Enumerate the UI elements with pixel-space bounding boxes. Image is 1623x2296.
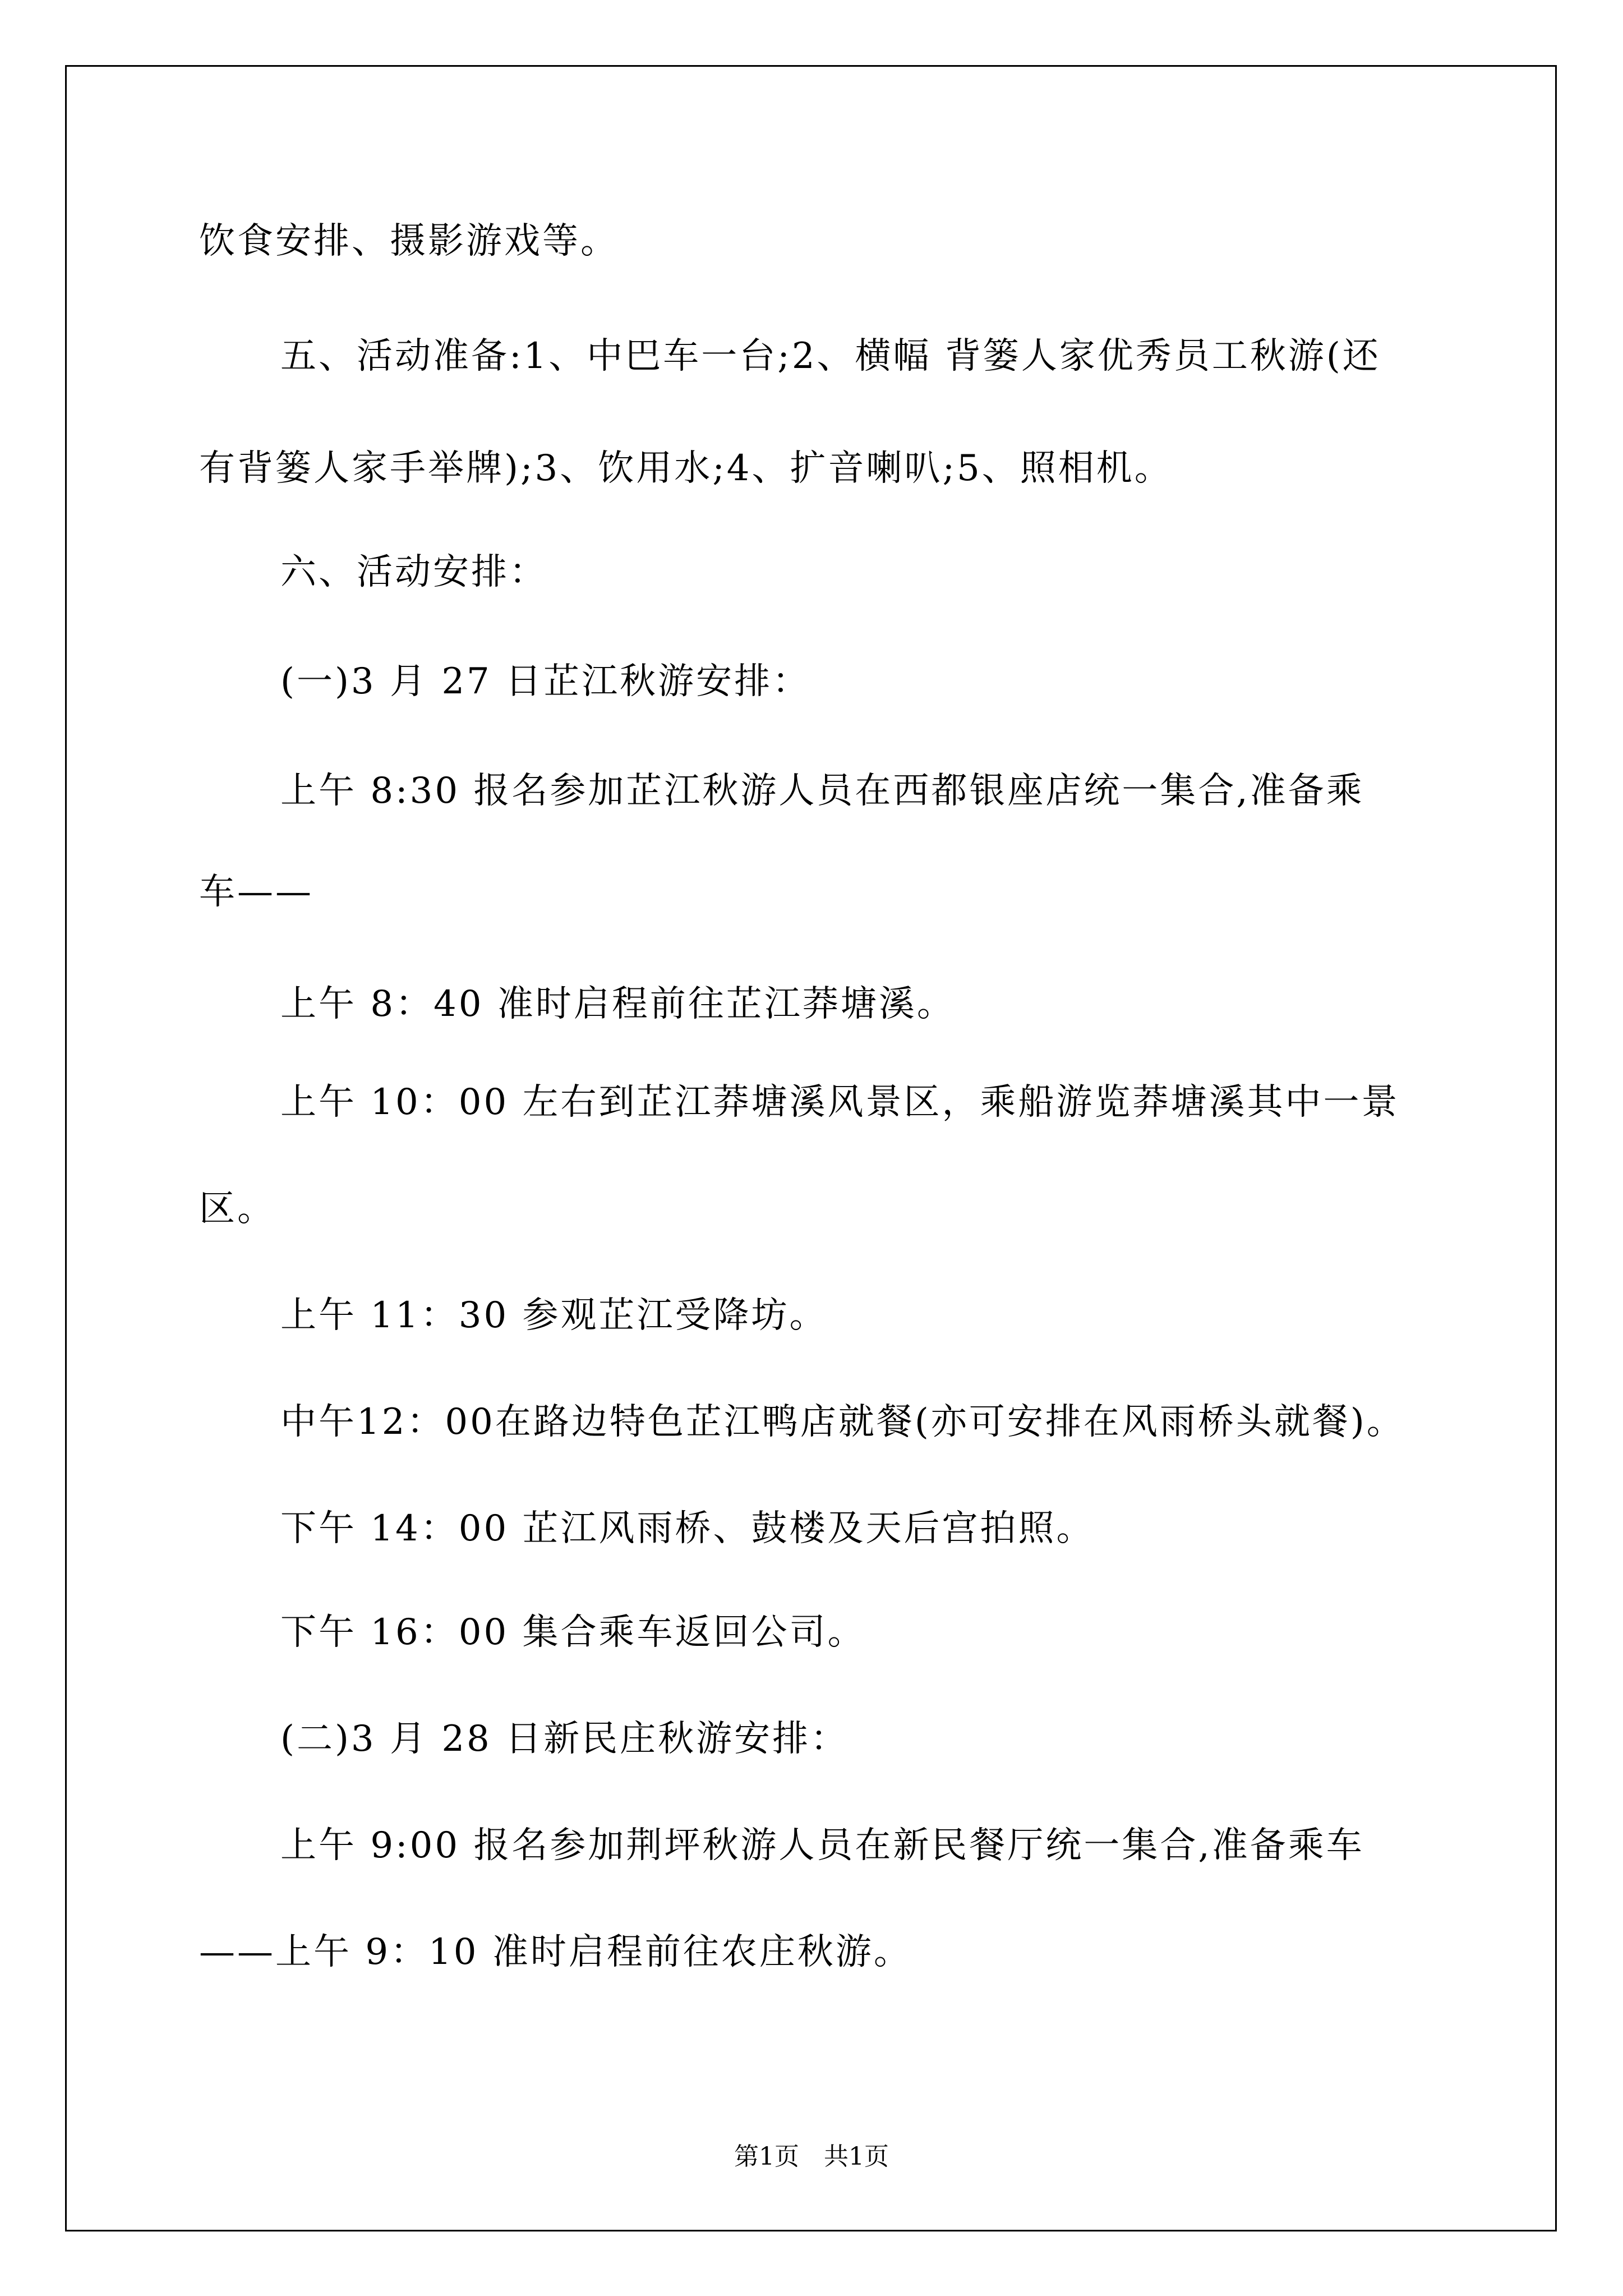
- text-line: 上午 8：40 准时启程前往芷江莽塘溪。: [280, 983, 955, 1025]
- text-line: 有背篓人家手举牌);3、饮用水;4、扩音喇叭;5、照相机。: [199, 448, 1173, 489]
- text-line: 饮食安排、摄影游戏等。: [199, 220, 619, 262]
- text-line: 下午 16：00 集合乘车返回公司。: [280, 1612, 866, 1653]
- text-line: 中午12：00在路边特色芷江鸭店就餐(亦可安排在风雨桥头就餐)。: [280, 1401, 1405, 1443]
- text-line: 下午 14：00 芷江风雨桥、鼓楼及天后宫拍照。: [280, 1508, 1095, 1549]
- page-number-footer: 第1页 共1页: [734, 2142, 889, 2171]
- text-line: 六、活动安排：: [280, 551, 547, 593]
- text-line: 上午 11：30 参观芷江受降坊。: [280, 1295, 828, 1336]
- text-line: 上午 10：00 左右到芷江莽塘溪风景区，乘船游览莽塘溪其中一景: [280, 1082, 1400, 1123]
- text-line: 五、活动准备:1、中巴车一台;2、横幅 背篓人家优秀员工秋游(还: [280, 335, 1381, 377]
- text-line: 上午 8:30 报名参加芷江秋游人员在西都银座店统一集合,准备乘: [280, 770, 1364, 812]
- text-line: (二)3 月 28 日新民庄秋游安排：: [280, 1718, 849, 1760]
- text-line: 上午 9:00 报名参加荆坪秋游人员在新民餐厅统一集合,准备乘车: [280, 1825, 1364, 1866]
- page-border: [65, 65, 1557, 2231]
- text-line: ——上午 9：10 准时启程前往农庄秋游。: [199, 1931, 912, 1973]
- text-line: 区。: [199, 1188, 275, 1230]
- text-line: (一)3 月 27 日芷江秋游安排：: [280, 661, 811, 702]
- text-line: 车——: [199, 871, 313, 913]
